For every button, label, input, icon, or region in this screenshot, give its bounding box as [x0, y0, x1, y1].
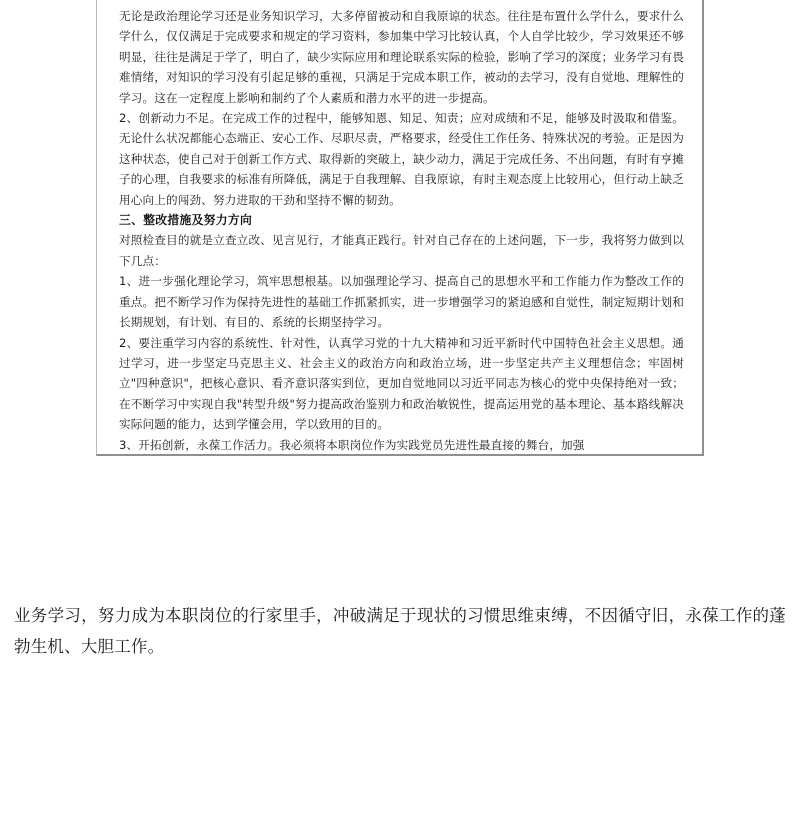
document-paragraph: 对照检查目的就是立查立改、见言见行，才能真正践行。针对自己存在的上述问题，下一步，我将努力做到以下几点：: [119, 233, 684, 268]
document-paragraph: 2、创新动力不足。在完成工作的过程中，能够知恩、知足、知责；应对成绩和不足，能够及时汲取和借鉴。无论什么状况都能心态端正、安心工作、尽职尽责，严格要求，经受住工作任务、特殊状况的考验。正是因为这种状态，使自己对于创新工作方式、取得新的突破上，缺少动力，满足于完成任务、不出问题，有时有亨摊子的心理，自我要求的标准有所降低，满足于自我理解、自我原谅，有时主观态度上比较用心，但行动上缺乏用心向上的闯劲、努力进取的干劲和坚持不懈的韧劲。: [119, 111, 684, 207]
document-paragraph: 1、进一步强化理论学习，筑牢思想根基。以加强理论学习、提高自己的思想水平和工作能力作为整改工作的重点。把不断学习作为保持先进性的基础工作抓紧抓实，进一步增强学习的紧迫感和自觉性，制定短期计划和长期规划，有计划、有目的、系统的长期坚持学习。: [119, 274, 684, 330]
document-paragraph: 无论是政治理论学习还是业务知识学习，大多停留被动和自我原谅的状态。往往是布置什么学什么，要求什么学什么，仅仅满足于完成要求和规定的学习资料，参加集中学习比较认真，个人自学比较少，学习效果还不够明显，往往是满足于学了，明白了，缺少实际应用和理论联系实际的检验，影响了学习的深度；业务学习有畏难情绪，对知识的学习没有引起足够的重视，只满足于完成本职工作，被动的去学习，没有自觉地、理解性的学习。这在一定程度上影响和制约了个人素质和潜力水平的进一步提高。: [119, 9, 684, 105]
scan-text-region: [97, 0, 702, 454]
document-paragraph: 2、要注重学习内容的系统性、针对性，认真学习党的十九大精神和习近平新时代中国特色社会主义思想。通过学习，进一步坚定马克思主义、社会主义的政治方向和政治立场，进一步坚定共产主义理想信念；牢固树立"四种意识"，把核心意识、看齐意识落实到位，更加自觉地同以习近平同志为核心的党中央保持绝对一致；在不断学习中实现自我"转型升级"努力提高政治鉴别力和政治敏锐性，提高运用党的基本理论、基本路线解决实际问题的能力，达到学懂会用，学以致用的目的。: [119, 335, 684, 432]
document-section-heading: 三、整改措施及努力方向: [119, 213, 253, 228]
document-paragraph: 3、开拓创新，永葆工作活力。我必须将本职岗位作为实践党员先进性最直接的舞台，加强: [119, 437, 585, 452]
trailing-paragraph: 业务学习，努力成为本职岗位的行家里手，冲破满足于现状的习惯思维束缚，不因循守旧，永葆工作的蓬勃生机、大胆工作。: [14, 606, 786, 656]
scan-frame-border: [96, 0, 704, 456]
scanned-document-image: [96, 0, 704, 456]
trailing-text-block: [14, 600, 786, 662]
